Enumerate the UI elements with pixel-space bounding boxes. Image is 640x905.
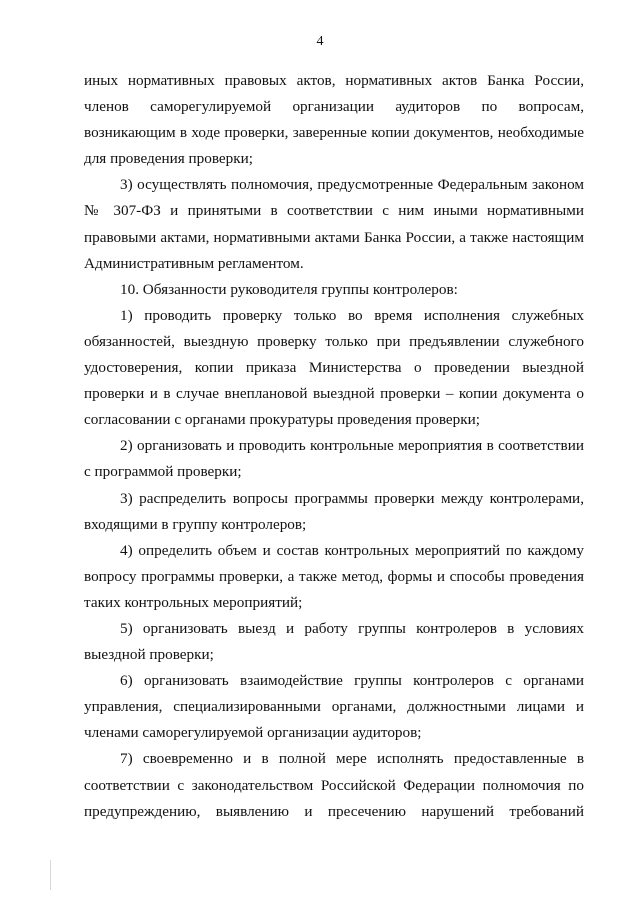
text-line: согласовании с органами прокуратуры проведения проверки; — [84, 411, 480, 429]
text-line: 1) проводить проверку только во время исполнения служебных — [120, 306, 584, 324]
paragraph — [84, 172, 584, 276]
text-line: входящими в группу контролеров; — [84, 515, 307, 533]
text-line: возникающим в ходе проверки, заверенные копии документов, необходимые — [84, 124, 584, 142]
document-body — [84, 68, 584, 825]
paragraph — [84, 68, 584, 172]
page-number: 4 — [316, 34, 324, 49]
text-line: 7) своевременно и в полной мере исполнять предоставленные в — [120, 750, 584, 768]
text-line: соответствии с законодательством Российской Федерации полномочия по — [84, 776, 584, 794]
text-line: вопросу программы проверки, а также метод, формы и способы проведения — [84, 567, 584, 585]
text-line: 3) осуществлять полномочия, предусмотренные Федеральным законом — [120, 176, 584, 194]
text-line: для проведения проверки; — [84, 150, 253, 168]
paragraph — [84, 303, 584, 433]
text-line: 6) организовать взаимодействие группы контролеров с органами — [120, 672, 584, 690]
paragraph — [84, 486, 584, 538]
paragraph — [84, 433, 584, 485]
text-line: членами саморегулируемой организации аудиторов; — [84, 724, 422, 742]
text-line: 4) определить объем и состав контрольных мероприятий по каждому — [120, 541, 584, 559]
paragraph — [84, 668, 584, 746]
text-line: удостоверения, копии приказа Министерства о проведении выездной — [84, 359, 584, 377]
paragraph — [84, 746, 584, 824]
text-line: иных нормативных правовых актов, нормативных актов Банка России, — [84, 72, 584, 89]
paragraph — [84, 538, 584, 616]
text-line: 3) распределить вопросы программы проверки между контролерами, — [120, 489, 584, 507]
paragraph — [84, 277, 584, 303]
text-line: проверки и в случае внеплановой выездной проверки – копии документа о — [84, 385, 584, 403]
text-line: правовыми актами, нормативными актами Банка России, а также настоящим — [84, 228, 584, 246]
text-line: управления, специализированными органами, должностными лицами и — [84, 698, 584, 716]
text-line: 5) организовать выезд и работу группы контролеров в условиях — [120, 619, 584, 637]
text-line: с программой проверки; — [84, 463, 242, 481]
text-line: № 307-ФЗ и принятыми в соответствии с ним иными нормативными — [84, 202, 584, 220]
text-line: предупреждению, выявлению и пресечению нарушений требований — [84, 802, 584, 820]
text-line: Административным регламентом. — [84, 254, 304, 272]
text-line: выездной проверки; — [84, 646, 214, 664]
text-line: таких контрольных мероприятий; — [84, 593, 303, 611]
paragraph — [84, 616, 584, 668]
text-line: 10. Обязанности руководителя группы контролеров: — [120, 280, 458, 298]
scan-edge-mark — [50, 860, 51, 890]
text-line: членов саморегулируемой организации аудиторов по вопросам, — [84, 98, 584, 116]
text-line: обязанностей, выездную проверку только при предъявлении служебного — [84, 332, 584, 350]
text-line: 2) организовать и проводить контрольные мероприятия в соответствии — [120, 437, 584, 455]
